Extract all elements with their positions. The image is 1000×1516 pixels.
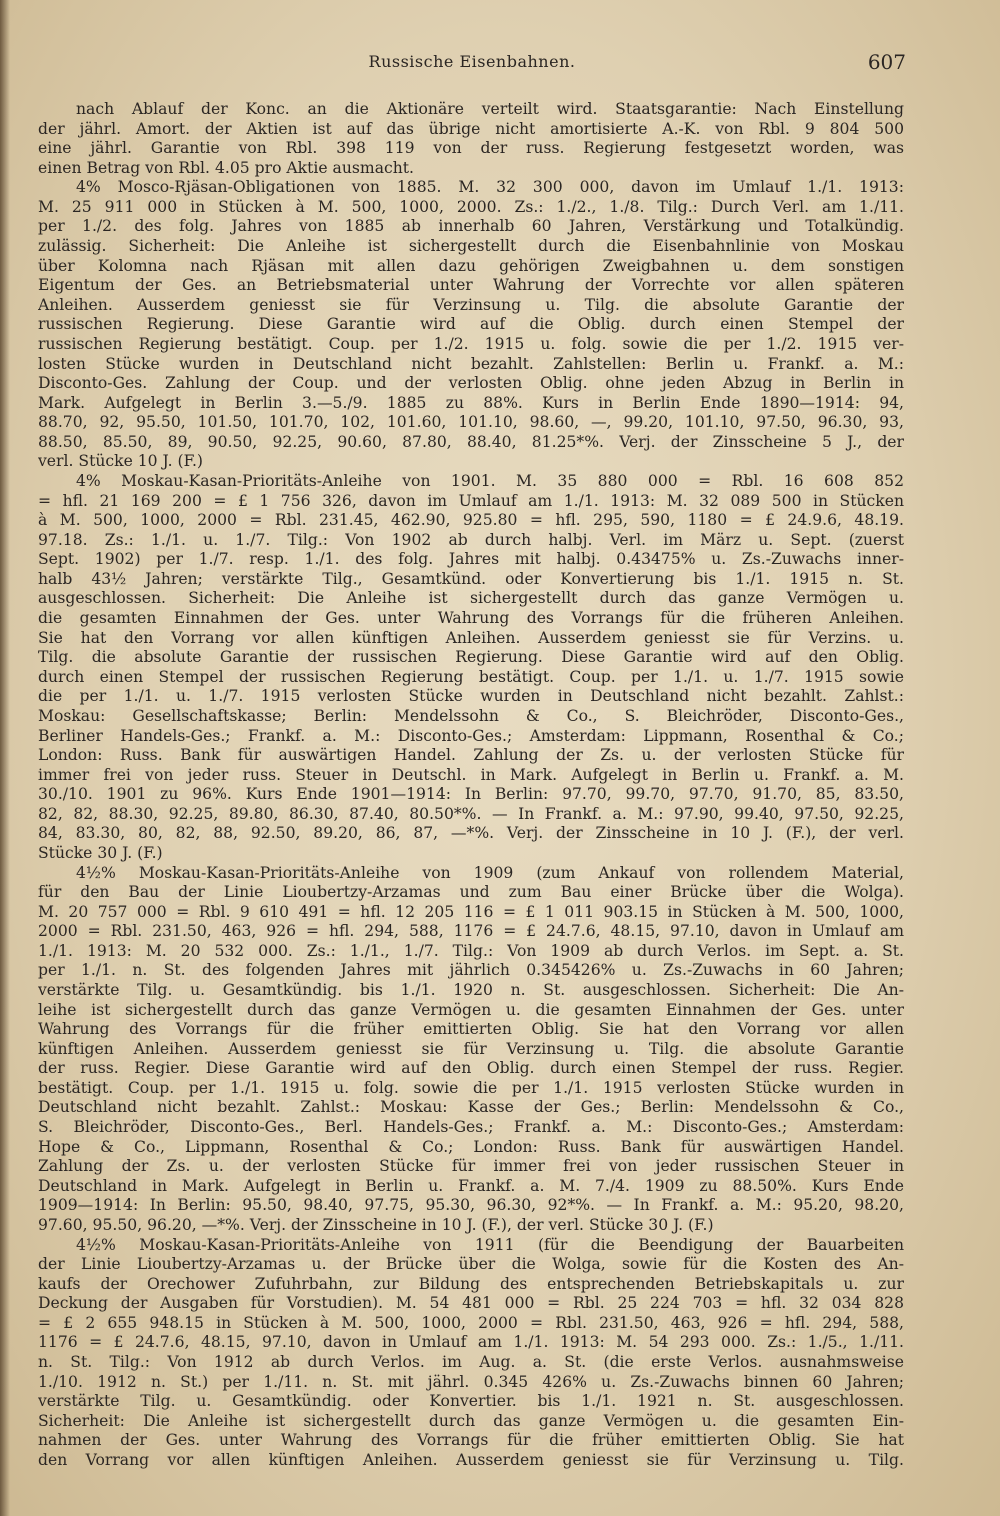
text-line: einen Betrag von Rbl. 4.05 pro Aktie ausmacht. [38, 158, 414, 177]
text-line: Disconto-Ges. Zahlung der Coup. und der verlosten Oblig. ohne jeden Abzug in Berlin in [38, 374, 904, 393]
text-line: Zahlung der Zs. u. der verlosten Stücke für immer frei von jeder russischen Steuer in [38, 1157, 904, 1176]
text-line: der jährl. Amort. der Aktien ist auf das übrige nicht amortisierte A.-K. von Rbl. 9 804 500 [38, 119, 904, 138]
text-line: der russ. Regier. Diese Garantie wird auf den Oblig. durch einen Stempel der russ. Regier. [38, 1059, 904, 1078]
text-line: über Kolomna nach Rjäsan mit allen dazu gehörigen Zweigbahnen u. dem sonstigen [38, 256, 904, 275]
text-line: Mark. Aufgelegt in Berlin 3.—5./9. 1885 zu 88%. Kurs in Berlin Ende 1890—1914: 94, [38, 393, 904, 412]
text-line: verstärkte Tilg. u. Gesamtkündig. oder Konvertier. bis 1./1. 1921 n. St. ausgeschlossen. [38, 1392, 904, 1411]
text-line: = hfl. 21 169 200 = £ 1 756 326, davon im Umlauf am 1./1. 1913: M. 32 089 500 in Stücken [38, 491, 904, 510]
text-line: künftigen Anleihen. Ausserdem geniesst sie für Verzinsung u. Tilg. die absolute Garantie [38, 1039, 904, 1058]
text-line: 4½% Moskau-Kasan-Prioritäts-Anleihe von 1909 (zum Ankauf von rollendem Material, [76, 863, 904, 882]
running-title: Russische Eisenbahnen. [368, 52, 576, 71]
text-line: Sie hat den Vorrang vor allen künftigen Anleihen. Ausserdem geniesst sie für Verzins. u. [38, 628, 904, 647]
text-line: russischen Regierung bestätigt. Coup. per 1./2. 1915 u. folg. sowie die per 1./2. 1915 ver- [38, 334, 904, 353]
text-line: 1./10. 1912 n. St.) per 1./11. n. St. mit jährl. 0.345 426% u. Zs.-Zuwachs binnen 60 Jahren; [38, 1372, 904, 1391]
text-line: ausgeschlossen. Sicherheit: Die Anleihe ist sichergestellt durch das ganze Vermögen u. [38, 589, 904, 608]
text-line: M. 20 757 000 = Rbl. 9 610 491 = hfl. 12 205 116 = £ 1 011 903.15 in Stücken à M. 500, 1000, [38, 902, 904, 921]
text-line: verl. Stücke 10 J. (F.) [38, 452, 204, 471]
text-line: leihe ist sichergestellt durch das ganze Vermögen u. die gesamten Einnahmen der Ges. unter [38, 1000, 904, 1019]
text-line: Sept. 1902) per 1./7. resp. 1./1. des folg. Jahres mit halbj. 0.43475% u. Zs.-Zuwachs inner- [38, 550, 904, 569]
text-line: Moskau: Gesellschaftskasse; Berlin: Mendelssohn & Co., S. Bleichröder, Disconto-Ges., [38, 706, 904, 725]
text-line: die gesamten Einnahmen der Ges. unter Wahrung des Vorrangs für die früheren Anleihen. [38, 609, 904, 628]
text-line: Anleihen. Ausserdem geniesst sie für Verzinsung u. Tilg. die absolute Garantie der [38, 295, 904, 314]
text-line: den Vorrang vor allen künftigen Anleihen. Ausserdem geniesst sie für Verzinsung u. Tilg. [38, 1450, 904, 1469]
text-line: kaufs der Orechower Zufuhrbahn, zur Bildung des entsprechenden Betriebskapitals u. zur [38, 1274, 904, 1293]
text-line: russischen Regierung. Diese Garantie wird auf die Oblig. durch einen Stempel der [38, 315, 904, 334]
text-line: Deutschland nicht bezahlt. Zahlst.: Moskau: Kasse der Ges.; Berlin: Mendelssohn & Co., [38, 1098, 904, 1117]
text-line: die per 1./1. u. 1./7. 1915 verlosten Stücke wurden in Deutschland nicht bezahlt. Zahlst.: [38, 687, 904, 706]
text-line: durch einen Stempel der russischen Regierung bestätigt. Coup. per 1./1. u. 1./7. 1915 sowie [38, 667, 904, 686]
text-line: 4% Moskau-Kasan-Prioritäts-Anleihe von 1901. M. 35 880 000 = Rbl. 16 608 852 [76, 471, 904, 490]
text-line: nahmen der Ges. unter Wahrung des Vorrangs für die früher emittierten Oblig. Sie hat [38, 1431, 904, 1450]
text-line: Wahrung des Vorrangs für die früher emittierten Oblig. Sie hat den Vorrang vor allen [38, 1020, 904, 1039]
text-line: 2000 = Rbl. 231.50, 463, 926 = hfl. 294, 588, 1176 = £ 24.7.6, 48.15, 97.10, davon in Umlauf am [38, 922, 904, 941]
text-body [38, 100, 904, 1470]
text-line: immer frei von jeder russ. Steuer in Deutschl. in Mark. Aufgelegt in Berlin u. Frankf. a. M. [38, 765, 904, 784]
text-line: 1176 = £ 24.7.6, 48.15, 97.10, davon in Umlauf am 1./1. 1913: M. 54 293 000. Zs.: 1./5., 1./11. [38, 1333, 904, 1352]
text-line: Sicherheit: Die Anleihe ist sichergestellt durch das ganze Vermögen u. die gesamten Ein- [38, 1411, 904, 1430]
text-line: per 1./1. n. St. des folgenden Jahres mit jährlich 0.345426% u. Zs.-Zuwachs in 60 Jahren; [38, 961, 904, 980]
text-line: losten Stücke wurden in Deutschland nicht bezahlt. Zahlstellen: Berlin u. Frankf. a. M.: [38, 354, 904, 373]
text-line: = £ 2 655 948.15 in Stücken à M. 500, 1000, 2000 = Rbl. 231.50, 463, 926 = hfl. 294, 588, [38, 1313, 904, 1332]
text-line: Eigentum der Ges. an Betriebsmaterial unter Wahrung der Vorrechte vor allen späteren [38, 276, 904, 295]
text-line: 88.70, 92, 95.50, 101.50, 101.70, 102, 101.60, 101.10, 98.60, —, 99.20, 101.10, 97.50, 96.30, 93, [38, 413, 904, 432]
text-line: halb 43½ Jahren; verstärkte Tilg., Gesamtkünd. oder Konvertierung bis 1./1. 1915 n. St. [38, 569, 904, 588]
text-line: London: Russ. Bank für auswärtigen Handel. Zahlung der Zs. u. der verlosten Stücke für [38, 746, 904, 765]
text-line: 30./10. 1901 zu 96%. Kurs Ende 1901—1914: In Berlin: 97.70, 99.70, 97.70, 91.70, 85, 83.50, [38, 785, 904, 804]
text-line: 88.50, 85.50, 89, 90.50, 92.25, 90.60, 87.80, 88.40, 81.25*%. Verj. der Zinsscheine 5 J., der [38, 432, 904, 451]
text-line: per 1./2. des folg. Jahres von 1885 ab innerhalb 60 Jahren, Verstärkung und Totalkündig. [38, 217, 904, 236]
text-line: für den Bau der Linie Lioubertzy-Arzamas und zum Bau einer Brücke über die Wolga). [38, 883, 904, 902]
text-line: M. 25 911 000 in Stücken à M. 500, 1000, 2000. Zs.: 1./2., 1./8. Tilg.: Durch Verl. am 1./11. [38, 197, 904, 216]
page-edge-shadow [0, 0, 10, 1516]
text-line: nach Ablauf der Konc. an die Aktionäre verteilt wird. Staatsgarantie: Nach Einstellung [76, 100, 904, 118]
text-line: 97.60, 95.50, 96.20, —*%. Verj. der Zinsscheine in 10 J. (F.), der verl. Stücke 30 J. (F.) [38, 1215, 714, 1234]
page-number: 607 [867, 50, 906, 74]
text-line: eine jährl. Garantie von Rbl. 398 119 von der russ. Regierung festgesetzt worden, was [38, 139, 904, 158]
text-line: verstärkte Tilg. u. Gesamtkündig. bis 1./1. 1920 n. St. ausgeschlossen. Sicherheit: Die An- [38, 981, 904, 1000]
text-line: Deutschland in Mark. Aufgelegt in Berlin u. Frankf. a. M. 7./4. 1909 zu 88.50%. Kurs Ende [38, 1176, 904, 1195]
text-line: der Linie Lioubertzy-Arzamas u. der Brücke über die Wolga, sowie für die Kosten des An- [38, 1255, 904, 1274]
text-line: zulässig. Sicherheit: Die Anleihe ist sichergestellt durch die Eisenbahnlinie von Moskau [38, 237, 904, 256]
text-line: Deckung der Ausgaben für Vorstudien). M. 54 481 000 = Rbl. 25 224 703 = hfl. 32 034 828 [38, 1294, 904, 1313]
text-line: 1909—1914: In Berlin: 95.50, 98.40, 97.75, 95.30, 96.30, 92*%. — In Frankf. a. M.: 95.20, 98.20, [38, 1196, 904, 1215]
text-line: Stücke 30 J. (F.) [38, 843, 163, 862]
text-line: 4% Mosco-Rjäsan-Obligationen von 1885. M. 32 300 000, davon im Umlauf 1./1. 1913: [76, 178, 904, 197]
text-line: n. St. Tilg.: Von 1912 ab durch Verlos. im Aug. a. St. (die erste Verlos. ausnahmsweise [38, 1353, 904, 1371]
text-line: à M. 500, 1000, 2000 = Rbl. 231.45, 462.90, 925.80 = hfl. 295, 590, 1180 = £ 24.9.6, 48.19. [38, 511, 904, 530]
text-line: bestätigt. Coup. per 1./1. 1915 u. folg. sowie die per 1./1. 1915 verlosten Stücke wurden in [38, 1078, 904, 1097]
page-header [38, 50, 906, 76]
text-line: 4½% Moskau-Kasan-Prioritäts-Anleihe von 1911 (für die Beendigung der Bauarbeiten [76, 1235, 904, 1254]
text-line: Hope & Co., Lippmann, Rosenthal & Co.; London: Russ. Bank für auswärtigen Handel. [38, 1137, 904, 1156]
text-line: Berliner Handels-Ges.; Frankf. a. M.: Disconto-Ges.; Amsterdam: Lippmann, Rosenthal & Co.; [38, 726, 904, 745]
text-line: 82, 82, 88.30, 92.25, 89.80, 86.30, 87.40, 80.50*%. — In Frankf. a. M.: 97.90, 99.40, 97.50, 92.25, [38, 804, 904, 823]
text-line: Tilg. die absolute Garantie der russischen Regierung. Diese Garantie wird auf den Oblig. [38, 648, 904, 667]
text-line: 1./1. 1913: M. 20 532 000. Zs.: 1./1., 1./7. Tilg.: Von 1909 ab durch Verlos. im Sept. a. St. [38, 941, 904, 960]
text-line: 97.18. Zs.: 1./1. u. 1./7. Tilg.: Von 1902 ab durch halbj. Verl. im März u. Sept. (zuerst [38, 530, 904, 549]
text-line: S. Bleichröder, Disconto-Ges., Berl. Handels-Ges.; Frankf. a. M.: Disconto-Ges.; Amsterdam: [38, 1118, 904, 1137]
text-line: 84, 83.30, 80, 82, 88, 92.50, 89.20, 86, 87, —*%. Verj. der Zinsscheine in 10 J. (F.), der verl. [38, 824, 904, 843]
